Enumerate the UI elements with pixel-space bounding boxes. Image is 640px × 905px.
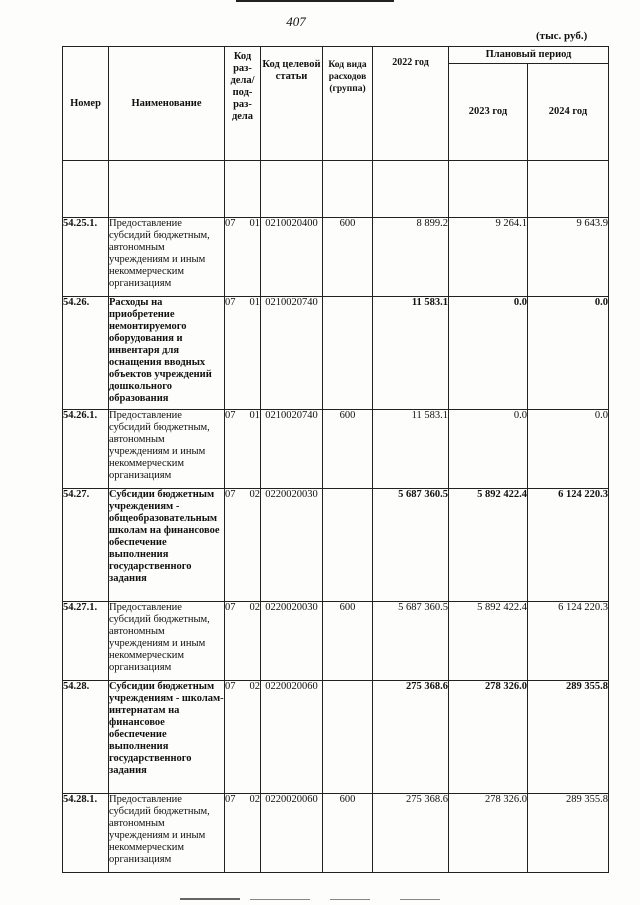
spacer-cell: [63, 161, 109, 218]
row-target-code: 0220020030: [261, 489, 323, 602]
row-amount-2023: 9 264.1: [449, 218, 528, 297]
table-row: [63, 602, 609, 681]
spacer-cell: [373, 161, 449, 218]
row-target-code: 0220020060: [261, 681, 323, 794]
row-razdel-code: 07: [225, 489, 236, 500]
row-razdel: [225, 218, 261, 297]
row-razdel-code: 07: [225, 410, 236, 421]
header-vid: [323, 47, 373, 161]
row-target-code: 0210020740: [261, 410, 323, 489]
spacer-cell: [323, 161, 373, 218]
spacer-cell: [109, 161, 225, 218]
header-2023: 2023 год: [449, 64, 528, 161]
row-number: 54.26.1.: [63, 410, 109, 489]
row-amount-2022: 5 687 360.5: [373, 602, 449, 681]
row-subrazdel-code: 01: [249, 297, 260, 308]
row-name-text: Расходы на приобретение немонтируемого оборудования и инвентаря для оснащения вводных объектов учреждений дошкольного образования: [109, 297, 212, 404]
row-amount-2023: 5 892 422.4: [449, 489, 528, 602]
row-number: 54.25.1.: [63, 218, 109, 297]
top-rule: [236, 0, 394, 2]
row-subrazdel-code: 02: [249, 489, 260, 500]
row-amount-2024: 6 124 220.3: [528, 489, 609, 602]
row-name-text: Субсидии бюджетным учреждениям - школам-интернатам на финансовое обеспечение выполнения государственного задания: [109, 681, 224, 776]
bottom-scan-dash: [400, 899, 440, 900]
row-target-code: 0210020400: [261, 218, 323, 297]
row-vid-code: [323, 681, 373, 794]
row-razdel-code: 07: [225, 602, 236, 613]
row-amount-2023: 278 326.0: [449, 794, 528, 873]
row-name: [109, 218, 225, 297]
row-subrazdel-code: 02: [249, 681, 260, 692]
row-vid-code: 600: [323, 602, 373, 681]
header-name: Наименование: [109, 47, 225, 161]
header-plan-period: Плановый период: [449, 47, 609, 64]
row-amount-2024: 9 643.9: [528, 218, 609, 297]
header-2022: [373, 47, 449, 161]
row-name: [109, 489, 225, 602]
row-number: 54.28.: [63, 681, 109, 794]
row-name: [109, 794, 225, 873]
table-row: [63, 297, 609, 410]
row-amount-2022: 11 583.1: [373, 410, 449, 489]
spacer-cell: [449, 161, 528, 218]
row-amount-2022: 5 687 360.5: [373, 489, 449, 602]
row-razdel-code: 07: [225, 297, 236, 308]
row-razdel: [225, 681, 261, 794]
bottom-scan-mark: [180, 898, 240, 900]
row-amount-2022: 8 899.2: [373, 218, 449, 297]
header-razdel: [225, 47, 261, 161]
budget-table: [62, 46, 609, 873]
row-subrazdel-code: 02: [249, 794, 260, 805]
row-vid-code: [323, 297, 373, 410]
row-razdel: [225, 602, 261, 681]
row-number: 54.26.: [63, 297, 109, 410]
units-label: (тыс. руб.): [536, 30, 588, 42]
header-vid-text: Код вида расходов (группа): [328, 60, 367, 94]
row-name: [109, 602, 225, 681]
row-number: 54.27.1.: [63, 602, 109, 681]
row-razdel-code: 07: [225, 218, 236, 229]
row-amount-2022: 275 368.6: [373, 794, 449, 873]
row-amount-2024: 0.0: [528, 410, 609, 489]
table-row: [63, 489, 609, 602]
page-number: 407: [286, 14, 306, 29]
row-subrazdel-code: 01: [249, 218, 260, 229]
row-razdel: [225, 410, 261, 489]
row-razdel-code: 07: [225, 681, 236, 692]
spacer-cell: [528, 161, 609, 218]
bottom-scan-dash: [330, 899, 370, 900]
row-name-text: Предоставление субсидий бюджетным, автономным учреждениям и иным некоммерческим организациям: [109, 602, 210, 673]
table-row: [63, 410, 609, 489]
table-body: [63, 161, 609, 873]
row-number: 54.28.1.: [63, 794, 109, 873]
row-amount-2024: 289 355.8: [528, 794, 609, 873]
row-amount-2023: 5 892 422.4: [449, 602, 528, 681]
table-row: [63, 681, 609, 794]
row-amount-2024: 6 124 220.3: [528, 602, 609, 681]
header-2022-text: 2022 год: [392, 57, 429, 68]
spacer-cell: [225, 161, 261, 218]
row-amount-2024: 289 355.8: [528, 681, 609, 794]
row-amount-2023: 278 326.0: [449, 681, 528, 794]
row-name: [109, 297, 225, 410]
row-vid-code: 600: [323, 218, 373, 297]
row-target-code: 0220020030: [261, 602, 323, 681]
row-razdel-code: 07: [225, 794, 236, 805]
row-name-text: Предоставление субсидий бюджетным, автономным учреждениям и иным некоммерческим организациям: [109, 218, 210, 289]
row-amount-2022: 11 583.1: [373, 297, 449, 410]
row-vid-code: 600: [323, 794, 373, 873]
table-row: [63, 218, 609, 297]
row-name-text: Предоставление субсидий бюджетным, автономным учреждениям и иным некоммерческим организациям: [109, 794, 210, 865]
row-amount-2022: 275 368.6: [373, 681, 449, 794]
header-row: [63, 47, 609, 64]
row-amount-2023: 0.0: [449, 297, 528, 410]
header-target: [261, 47, 323, 161]
row-vid-code: [323, 489, 373, 602]
row-target-code: 0210020740: [261, 297, 323, 410]
row-amount-2023: 0.0: [449, 410, 528, 489]
spacer-cell: [261, 161, 323, 218]
header-number: Номер: [63, 47, 109, 161]
row-name: [109, 410, 225, 489]
row-amount-2024: 0.0: [528, 297, 609, 410]
spacer-row: [63, 161, 609, 218]
row-vid-code: 600: [323, 410, 373, 489]
row-razdel: [225, 297, 261, 410]
header-2024: 2024 год: [528, 64, 609, 161]
row-razdel: [225, 794, 261, 873]
row-target-code: 0220020060: [261, 794, 323, 873]
row-name: [109, 681, 225, 794]
row-number: 54.27.: [63, 489, 109, 602]
bottom-scan-dash: [250, 899, 310, 900]
header-razdel-text: Код раз- дела/ под- раз- дела: [230, 51, 255, 122]
table-row: [63, 794, 609, 873]
row-razdel: [225, 489, 261, 602]
row-subrazdel-code: 01: [249, 410, 260, 421]
row-subrazdel-code: 02: [249, 602, 260, 613]
header-target-text: Код целевой статьи: [262, 59, 321, 82]
row-name-text: Субсидии бюджетным учреждениям - общеобразовательным школам на финансовое обеспечение выполнения государственного задания: [109, 489, 220, 584]
row-name-text: Предоставление субсидий бюджетным, автономным учреждениям и иным некоммерческим организациям: [109, 410, 210, 481]
